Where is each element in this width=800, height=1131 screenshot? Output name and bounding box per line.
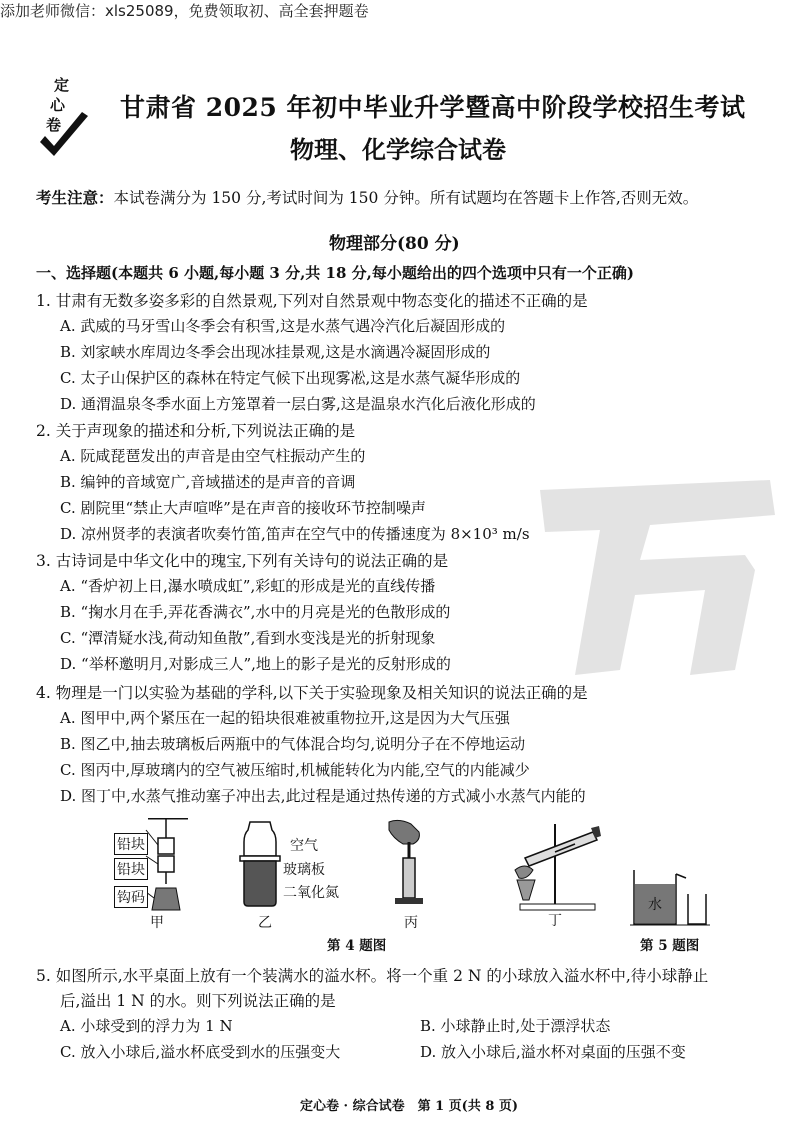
svg-text:定: 定 bbox=[54, 76, 70, 94]
notice-label: 考生注意： bbox=[36, 188, 114, 207]
figure-caption-q5: 第 5 题图 bbox=[640, 938, 700, 954]
figure-label-yi: 乙 bbox=[258, 915, 272, 931]
option: D. “举杯邀明月,对影成三人”,地上的影子是光的反射形成的 bbox=[60, 655, 451, 673]
option: A. “香炉初上日,瀑水喷成虹”,彩虹的形成是光的直线传播 bbox=[60, 577, 436, 595]
figure-bing bbox=[385, 818, 435, 910]
label-glass-plate: 玻璃板 bbox=[283, 862, 325, 878]
candidate-notice bbox=[36, 186, 698, 208]
label-water: 水 bbox=[648, 897, 662, 913]
question-stem: 5. 如图所示,水平桌面上放有一个装满水的溢水杯。将一个重 2 N 的小球放入溢水杯中,待小球静止 bbox=[36, 967, 709, 985]
option: C. 太子山保护区的森林在特定气候下出现雾凇,这是水蒸气凝华形成的 bbox=[60, 369, 521, 387]
option: A. 图甲中,两个紧压在一起的铅块很难被重物拉开,这是因为大气压强 bbox=[60, 709, 510, 727]
option: C. 剧院里“禁止大声喧哗”是在声音的接收环节控制噪声 bbox=[60, 499, 426, 517]
figure-label-jia: 甲 bbox=[150, 915, 164, 931]
option: C. 放入小球后,溢水杯底受到水的压强变大 bbox=[60, 1043, 341, 1061]
notice-text: 本试卷满分为 150 分,考试时间为 150 分钟。所有试题均在答题卡上作答,否则无效。 bbox=[113, 189, 699, 207]
label-lead-block: 铅块 bbox=[114, 833, 148, 855]
question-stem-continued: 后,溢出 1 N 的水。则下列说法正确的是 bbox=[60, 992, 336, 1010]
svg-text:心: 心 bbox=[50, 96, 66, 114]
option: B. “掬水月在手,弄花香满衣”,水中的月亮是光的色散形成的 bbox=[60, 603, 451, 621]
question-stem: 1. 甘肃有无数多姿多彩的自然景观,下列对自然景观中物态变化的描述不正确的是 bbox=[36, 292, 588, 310]
watermark-graphic bbox=[530, 470, 785, 685]
exam-title-line2: 物理、化学综合试卷 bbox=[290, 135, 506, 164]
option: D. 图丁中,水蒸气推动塞子冲出去,此过程是通过热传递的方式减小水蒸气内能的 bbox=[60, 787, 586, 805]
option: C. “潭清疑水浅,荷动知鱼散”,看到水变浅是光的折射现象 bbox=[60, 629, 436, 647]
question-stem: 4. 物理是一门以实验为基础的学科,以下关于实验现象及相关知识的说法正确的是 bbox=[36, 684, 588, 702]
option: C. 图丙中,厚玻璃内的空气被压缩时,机械能转化为内能,空气的内能减少 bbox=[60, 761, 530, 779]
page-footer: 定心卷 · 综合试卷 第 1 页(共 8 页) bbox=[300, 1099, 519, 1114]
section-title: 物理部分(80 分) bbox=[329, 234, 460, 254]
question-stem: 2. 关于声现象的描述和分析,下列说法正确的是 bbox=[36, 422, 356, 440]
option: A. 武威的马牙雪山冬季会有积雪,这是水蒸气遇冷汽化后凝固形成的 bbox=[60, 317, 506, 335]
label-nitrogen-dioxide: 二氧化氮 bbox=[283, 885, 339, 901]
figure-label-ding: 丁 bbox=[548, 913, 562, 929]
figure-label-bing: 丙 bbox=[404, 915, 418, 931]
figure-overflow-cup bbox=[630, 866, 710, 928]
svg-text:卷: 卷 bbox=[46, 116, 62, 134]
part1-header: 一、选择题(本题共 6 小题,每小题 3 分,共 18 分,每小题给出的四个选项中只有一个正确) bbox=[36, 264, 634, 282]
label-lead-block: 铅块 bbox=[114, 858, 148, 880]
option: B. 编钟的音域宽广,音域描述的是声音的音调 bbox=[60, 473, 356, 491]
question-stem: 3. 古诗词是中华文化中的瑰宝,下列有关诗句的说法正确的是 bbox=[36, 552, 449, 570]
option: A. 小球受到的浮力为 1 N bbox=[60, 1017, 233, 1035]
option: D. 放入小球后,溢水杯对桌面的压强不变 bbox=[420, 1043, 686, 1061]
option: D. 通渭温泉冬季水面上方笼罩着一层白雾,这是温泉水汽化后液化形成的 bbox=[60, 395, 536, 413]
figure-yi bbox=[238, 820, 288, 910]
option: D. 凉州贤孝的表演者吹奏竹笛,笛声在空气中的传播速度为 8×10³ m/s bbox=[60, 525, 530, 543]
option: A. 阮咸琵琶发出的声音是由空气柱振动产生的 bbox=[60, 447, 366, 465]
figure-ding bbox=[505, 818, 605, 913]
option: B. 图乙中,抽去玻璃板后两瓶中的气体混合均匀,说明分子在不停地运动 bbox=[60, 735, 526, 753]
option: B. 刘家峡水库周边冬季会出现冰挂景观,这是水滴遇冷凝固形成的 bbox=[60, 343, 491, 361]
figure-caption-q4: 第 4 题图 bbox=[327, 938, 387, 954]
label-hook-weight: 钩码 bbox=[114, 886, 148, 908]
option: B. 小球静止时,处于漂浮状态 bbox=[420, 1017, 611, 1035]
exam-title-line1: 甘肃省 2025 年初中毕业升学暨高中阶段学校招生考试 bbox=[120, 93, 746, 122]
logo bbox=[36, 72, 96, 167]
top-note: 添加老师微信：xls25089，免费领取初、高全套押题卷 bbox=[0, 2, 369, 20]
label-air: 空气 bbox=[290, 838, 318, 854]
